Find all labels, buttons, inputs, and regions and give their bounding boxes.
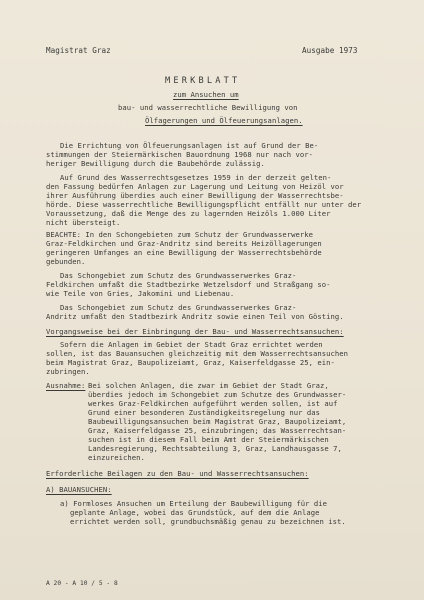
paragraph-1-line: Die Errichtung von Ölfeuerungsanlagen ist auf Grund der Be-: [60, 141, 319, 150]
form-number-footer: A 20 - A 10 / 5 - 8: [46, 580, 118, 587]
paragraph-4-line: Feldkirchen umfaßt die Stadtbezirke Wetzelsdorf und Straßgang so-: [46, 280, 331, 289]
section-heading-procedure: Vorgangsweise bei der Einbringung der Bau- und Wasserrechtsansuchen:: [46, 327, 344, 336]
paragraph-6-line: sollen, ist das Bauansuchen gleichzeitig mit dem Wasserrechtsansuchen: [46, 349, 349, 358]
page-title: MERKBLATT: [165, 76, 241, 86]
section-heading-attachments: Erforderliche Beilagen zu den Bau- und Wasserrechtsansuchen:: [46, 469, 309, 478]
paragraph-6-line: beim Magistrat Graz, Baupolizeiamt, Graz, Kaiserfeldgasse 25, ein-: [46, 358, 335, 367]
paragraph-2-line: Voraussetzung, daß die Menge des zu lagernden Heizöls 1.000 Liter: [46, 209, 331, 218]
paragraph-6-line: zubringen.: [46, 367, 90, 376]
subtitle-line-1: zum Ansuchen um: [173, 90, 239, 99]
paragraph-2-line: nicht übersteigt.: [46, 218, 121, 227]
item-a-line: errichtet werden soll, grundbuchsmäßig genau zu bezeichnen ist.: [70, 517, 346, 526]
paragraph-4-line: wie Teile von Gries, Jakomini und Liebenau.: [46, 289, 235, 298]
paragraph-3-line: gebunden.: [46, 257, 86, 266]
exception-line: Baubewilligungsansuchen beim Magistrat Graz, Baupolizeiamt,: [88, 417, 347, 426]
issuer-header: Magistrat Graz: [46, 46, 111, 55]
paragraph-1-line: stimmungen der Steiermärkischen Bauordnung 1968 nur nach vor-: [46, 150, 314, 159]
paragraph-2-line: hörde. Diese wasserrechtliche Bewilligungspflicht entfällt nur unter der: [46, 200, 362, 209]
exception-line: Bei solchen Anlagen, die zwar im Gebiet der Stadt Graz,: [88, 381, 329, 390]
paragraph-2-line: Auf Grund des Wasserrechtsgesetzes 1959 in der derzeit gelten-: [60, 173, 332, 182]
exception-line: Grund einer besonderen Zuständigkeitsregelung nur das: [88, 408, 320, 417]
paragraph-2-line: den Fassung bedürfen Anlagen zur Lagerung und Leitung von Heizöl vor: [46, 182, 344, 191]
subtitle-line-2: bau- und wasserrechtliche Bewilligung von: [118, 103, 298, 112]
subsection-heading-building-application: A) BAUANSUCHEN:: [46, 485, 112, 494]
paragraph-2-line: ihrer Ausführung überdies auch einer Bewilligung der Wasserrechtsbe-: [46, 191, 344, 200]
paragraph-5-line: Andritz umfaßt den Stadtbezirk Andritz sowie einen Teil von Gösting.: [46, 312, 344, 321]
exception-line: Landesregierung, Rechtsabteilung 3, Graz, Landhausgasse 7,: [88, 444, 342, 453]
exception-line: einzureichen.: [88, 453, 145, 462]
exception-line: werkes Graz-Feldkirchen aufgeführt werden sollen, ist auf: [88, 399, 338, 408]
exception-line: Graz, Kaiserfeldgasse 25, einzubringen; das Wasserrechtsan-: [88, 426, 347, 435]
edition-header: Ausgabe 1973: [302, 46, 358, 55]
paragraph-4-line: Das Schongebiet zum Schutz des Grundwasserwerkes Graz-: [60, 271, 297, 280]
paragraph-3-line: geringeren Umfanges an eine Bewilligung der Wasserrechtsbehörde: [46, 248, 322, 257]
subtitle-line-3: Ölfagerungen und Ölfeuerungsanlagen.: [145, 116, 303, 125]
paragraph-5-line: Das Schongebiet zum Schutz des Grundwasserwerkes Graz-: [60, 303, 297, 312]
paragraph-3-line: Graz-Feldkirchen und Graz-Andritz sind bereits Heizöllagerungen: [46, 239, 322, 248]
exception-label: Ausnahme:: [46, 381, 86, 390]
paragraph-6-line: Sofern die Anlagen im Gebiet der Stadt Graz errichtet werden: [60, 340, 323, 349]
exception-line: überdies jedoch im Schongebiet zum Schutze des Grundwasser-: [88, 390, 347, 399]
paragraph-1-line: heriger Bewilligung durch die Baubehörde zulässig.: [46, 159, 265, 168]
item-a-line: a) Formloses Ansuchen um Erteilung der Baubewilligung für die: [60, 499, 328, 508]
item-a-line: geplante Anlage, wobei das Grundstück, auf dem die Anlage: [70, 508, 320, 517]
paragraph-3-line: BEACHTE: In den Schongebieten zum Schutz der Grundwasserwerke: [46, 230, 314, 239]
exception-line: suchen ist in diesem Fall beim Amt der Steiermärkischen: [88, 435, 329, 444]
